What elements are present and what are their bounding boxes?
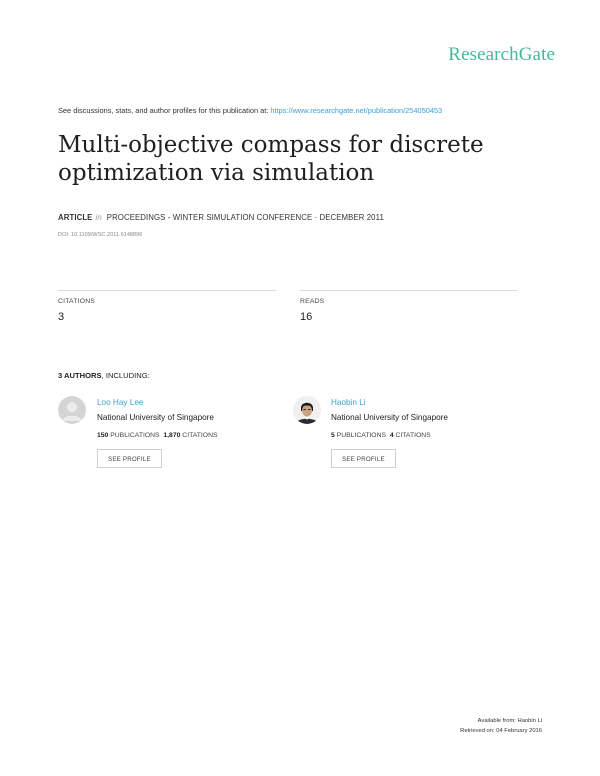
publications-label: PUBLICATIONS	[336, 432, 387, 439]
publication-link[interactable]: https://www.researchgate.net/publication/254050453	[270, 106, 443, 115]
citations-value: 3	[58, 311, 65, 323]
author-affiliation: National University of Singapore	[97, 413, 214, 422]
authors-count: 3 AUTHORS	[58, 371, 102, 380]
author-citations-count: 1,870	[163, 432, 181, 439]
reads-label: READS	[300, 298, 325, 305]
publication-title: Multi-objective compass for discrete optimization via simulation	[58, 132, 484, 186]
divider-citations	[58, 290, 276, 291]
discussion-text: See discussions, stats, and author profiles for this publication at:	[58, 106, 271, 115]
author-stats	[331, 432, 431, 439]
author-name[interactable]: Haobin Li	[331, 398, 366, 407]
see-profile-button[interactable]: SEE PROFILE	[331, 449, 396, 468]
venue: PROCEEDINGS - WINTER SIMULATION CONFERENCE · DECEMBER 2011	[106, 213, 384, 222]
citations-label: CITATIONS	[58, 298, 96, 305]
article-type: ARTICLE	[58, 213, 93, 222]
publication-meta	[58, 213, 384, 222]
author-citations-label: CITATIONS	[182, 432, 218, 439]
publications-count: 150	[97, 432, 109, 439]
publications-count: 5	[331, 432, 335, 439]
in-label: in	[95, 213, 102, 222]
authors-heading	[58, 371, 150, 380]
author-name[interactable]: Loo Hay Lee	[97, 398, 144, 407]
placeholder-avatar-icon[interactable]	[58, 396, 86, 424]
reads-value: 16	[300, 311, 313, 323]
publications-label: PUBLICATIONS	[110, 432, 160, 439]
author-citations-label: CITATIONS	[395, 432, 431, 439]
researchgate-logo[interactable]: ResearchGate	[448, 44, 555, 65]
authors-including: , INCLUDING:	[101, 371, 150, 380]
author-stats	[97, 432, 218, 439]
author-citations-count: 4	[389, 432, 394, 439]
available-from: Available from: Haobin Li	[477, 718, 542, 724]
retrieved-on: Retrieved on: 04 February 2016	[460, 728, 542, 734]
photo-avatar-icon[interactable]	[293, 396, 321, 424]
see-profile-button[interactable]: SEE PROFILE	[97, 449, 162, 468]
divider-reads	[300, 290, 517, 291]
doi: DOI: 10.1109/WSC.2011.6148896	[58, 232, 143, 238]
author-affiliation: National University of Singapore	[331, 413, 448, 422]
discussion-notice	[58, 106, 442, 115]
